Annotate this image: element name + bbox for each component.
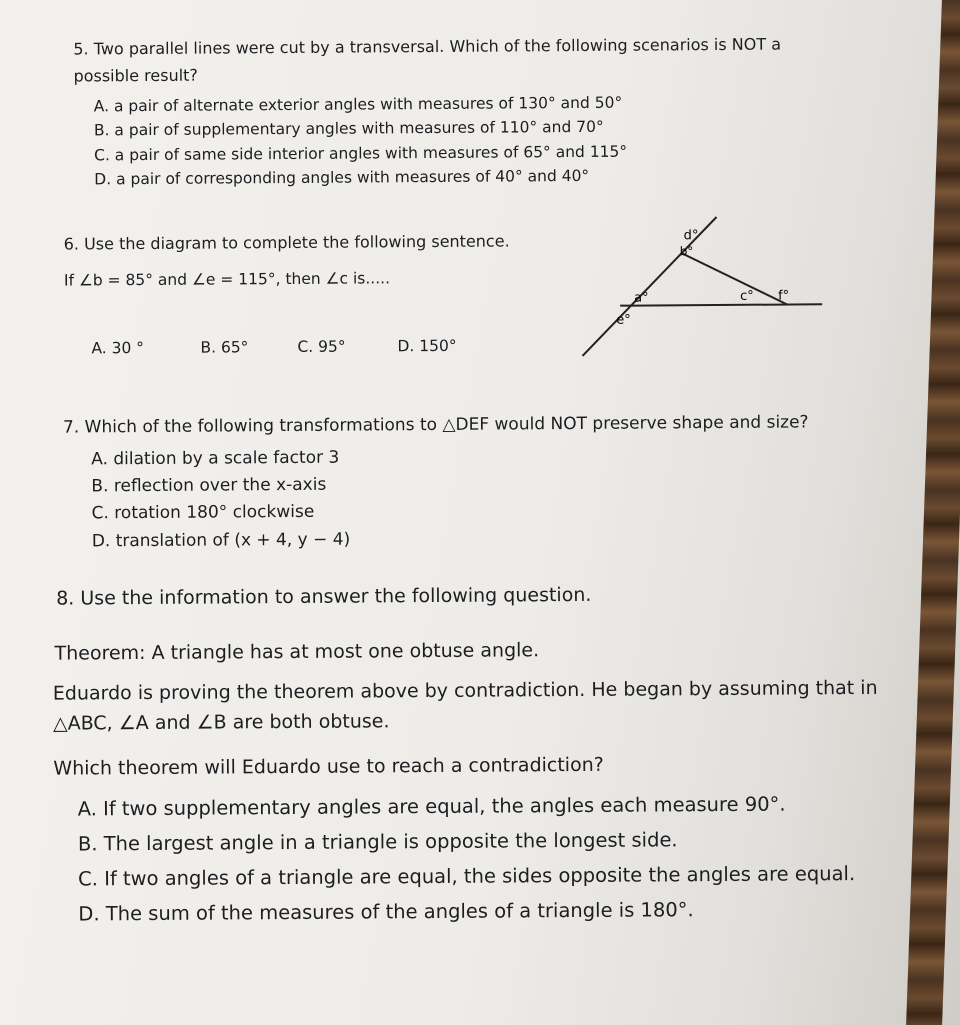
q7-option-d[interactable]: D. translation of (x + 4, y − 4) <box>91 529 351 552</box>
q8-question: Which theorem will Eduardo use to reach a contradiction? <box>53 753 604 780</box>
label-f: f° <box>778 288 790 304</box>
q5-option-b[interactable]: B. a pair of supplementary angles with measures of 110° and 70° <box>93 117 604 140</box>
q6-option-b[interactable]: B. 65° <box>200 338 249 357</box>
q8-option-c[interactable]: C. If two angles of a triangle are equal, the sides opposite the angles are equal. <box>78 862 856 891</box>
q5-stem-line1: 5. Two parallel lines were cut by a transversal. Which of the following scenarios is NOT a <box>73 34 782 59</box>
q6-option-d[interactable]: D. 150° <box>397 336 457 356</box>
label-c: c° <box>740 288 754 304</box>
q8-option-a[interactable]: A. If two supplementary angles are equal, the angles each measure 90°. <box>77 792 786 821</box>
q6-stem: 6. Use the diagram to complete the following sentence. <box>63 231 510 254</box>
q5-option-d[interactable]: D. a pair of corresponding angles with measures of 40° and 40° <box>94 166 590 189</box>
q8-stem: 8. Use the information to answer the following question. <box>56 583 592 610</box>
q8-option-d[interactable]: D. The sum of the measures of the angles of a triangle is 180°. <box>78 898 694 926</box>
q6-option-c[interactable]: C. 95° <box>297 337 346 356</box>
q6-triangle-diagram <box>571 204 832 376</box>
q5-option-c[interactable]: C. a pair of same side interior angles with measures of 65° and 115° <box>94 142 628 165</box>
q7-option-b[interactable]: B. reflection over the x-axis <box>91 474 327 497</box>
diagram-transversal-right <box>682 253 790 306</box>
q5-stem-line2: possible result? <box>73 65 198 86</box>
label-a: a° <box>634 290 649 306</box>
q8-context-line1: Eduardo is proving the theorem above by contradiction. He began by assuming that in <box>52 676 878 705</box>
label-d: d° <box>683 228 699 244</box>
q7-stem: 7. Which of the following transformations to △DEF would NOT preserve shape and size? <box>62 412 809 438</box>
q8-theorem: Theorem: A triangle has at most one obtuse angle. <box>54 639 540 665</box>
diagram-base-line <box>620 304 822 305</box>
q6-condition: If ∠b = 85° and ∠e = 115°, then ∠c is..... <box>63 269 391 290</box>
q7-option-c[interactable]: C. rotation 180° clockwise <box>91 501 315 524</box>
q8-option-b[interactable]: B. The largest angle in a triangle is opposite the longest side. <box>77 828 678 856</box>
q6-option-a[interactable]: A. 30 ° <box>91 339 145 358</box>
q5-option-a[interactable]: A. a pair of alternate exterior angles with measures of 130° and 50° <box>93 93 623 116</box>
label-e: e° <box>616 312 631 328</box>
q7-option-a[interactable]: A. dilation by a scale factor 3 <box>91 447 340 470</box>
label-b: b° <box>679 244 694 259</box>
q8-context-line2: △ABC, ∠A and ∠B are both obtuse. <box>52 710 390 735</box>
